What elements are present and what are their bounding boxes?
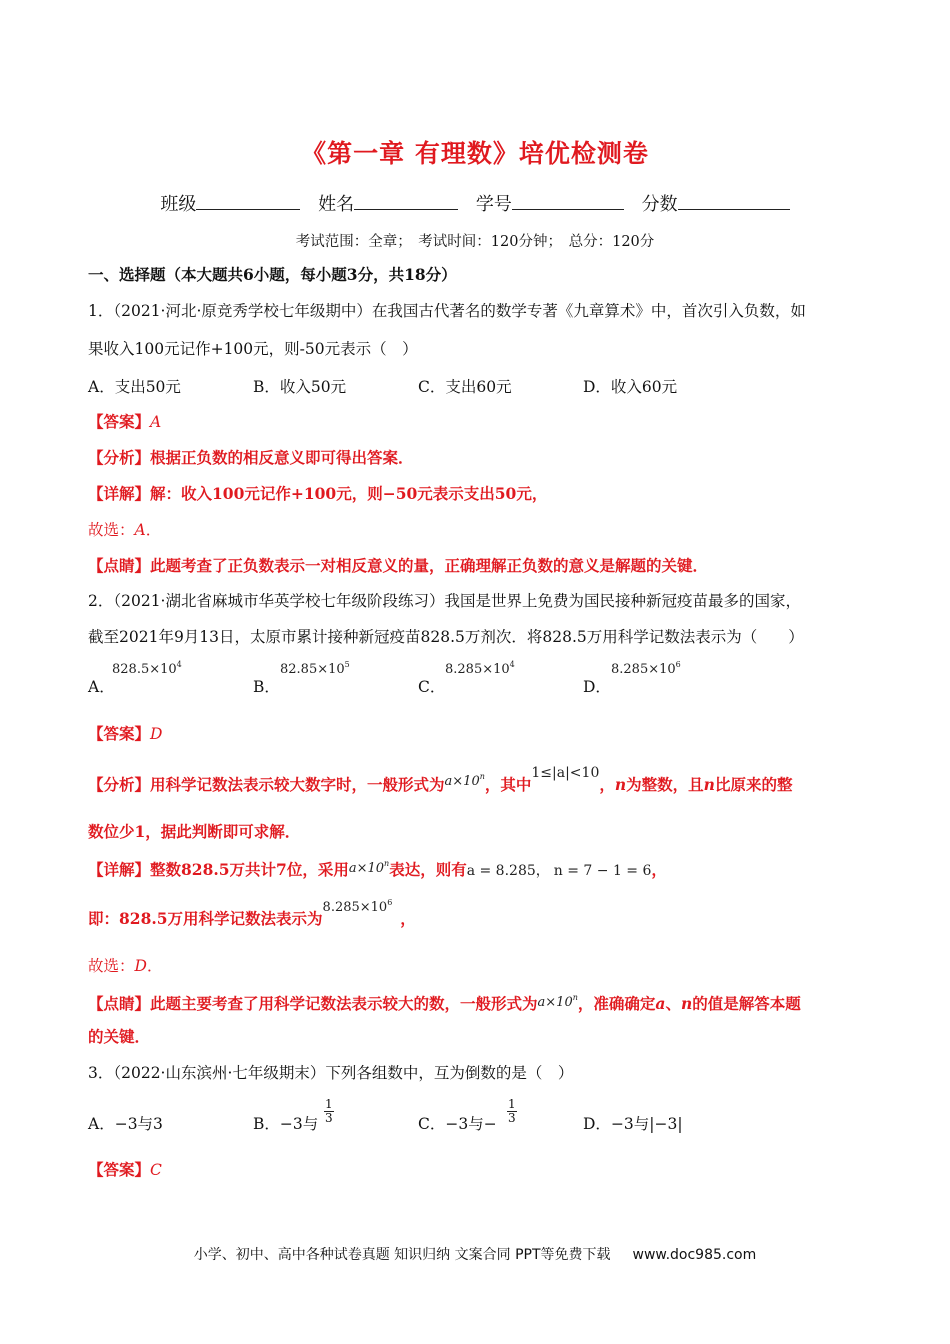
q2-option-d-math: $8.285\times 10^6$ [611,660,681,677]
page-title: 《第一章 有理数》培优检测卷 [301,139,649,168]
choose-suffix: ． [145,521,162,539]
n-value-math: n = 7 − 1 = 6 [553,863,652,879]
range-math: 1≤|a|<10 [531,765,600,781]
answer-value: C [150,1161,162,1179]
q1-analysis [88,447,414,469]
score-blank [678,193,790,210]
q1-option-c: C．支出60元 [418,378,512,396]
general-form-math: $a\times 10^n$ [348,859,390,876]
page-footer [0,1244,950,1264]
answer-value: D [150,725,163,743]
q2-option-c-label: C． [418,678,446,696]
q1-option-d: D．收入60元 [583,378,678,396]
q2-comment-line1: 【点睛】此题主要考查了用科学记数法表示较大的数，一般形式为$a\times 10^n$，准确确定a、n的值是解答本题 [88,993,801,1013]
q3-option-b-fraction: $\frac{1}{3}$ [325,1097,333,1125]
comment-tag: 【点睛】 [88,556,151,575]
score-field [642,190,790,216]
q2-option-a-math: $828.5\times 10^4$ [112,660,182,677]
detail-tag: 【详解】 [88,860,151,879]
q2-result: 即：828.5万用科学记数法表示为$^{8.285\times 10^6}$， [88,898,416,928]
choose-prefix: 故选： [88,957,135,975]
general-form-math: $a\times 10^n$ [537,993,578,1010]
q2-choose [88,955,162,977]
comment-text: 此题考查了正负数表示一对相反意义的量，正确理解正负数的意义是解题的关键． [150,556,709,575]
q1-stem-line1: 1．（2021·河北·原竞秀学校七年级期中）在我国古代著名的数学专著《九章算术》中，首次引入负数，如 [88,302,806,320]
q2-stem-line2: 截至2021年9月13日，太原市累计接种新冠疫苗828.5万剂次．将828.5万用科学记数法表示为（ ） [88,628,804,646]
class-label: 班级 [160,194,197,215]
q1-answer [88,411,161,433]
choose-value: A [134,521,146,539]
q3-option-c: C．−3与− [418,1115,497,1133]
q2-option-c-math: $8.285\times 10^4$ [445,660,515,677]
detail-tag: 【详解】 [88,484,151,503]
general-form-math: a×10n [444,772,485,789]
choose-value: D [134,957,147,975]
q2-option-b-label: B． [253,678,280,696]
class-field [160,190,300,216]
q2-detail: 【详解】整数828.5万共计7位，采用$a\times 10^n$表达，则有a = 8.285， n = 7 − 1 = 6， [88,859,667,879]
answer-tag: 【答案】 [88,724,151,743]
name-label: 姓名 [318,194,355,215]
q1-comment [88,555,708,577]
name-field [318,190,458,216]
analysis-tag: 【分析】 [88,775,151,794]
q3-answer [88,1159,162,1181]
analysis-text: 根据正负数的相反意义即可得出答案． [150,448,414,467]
a-value-math: a = 8.285 [466,863,536,879]
result-math: 8.285×106 [322,898,393,915]
comment-tag: 【点睛】 [88,994,151,1013]
q1-option-b: B．收入50元 [253,378,347,396]
q2-analysis-line1: 【分析】用科学记数法表示较大数字时，一般形式为$^{a\times 10^n}$，其中1≤|a|<10，n为整数，且n比原来的整 [88,765,793,794]
section-heading: 一、选择题（本大题共6小题，每小题3分，共18分） [88,265,457,284]
q2-answer [88,723,162,745]
q3-stem: 3．（2022·山东滨州·七年级期末）下列各组数中，互为倒数的是（ ） [88,1064,574,1082]
student-id-field [476,190,624,216]
footer-site-link[interactable]: www.doc985.com [632,1247,757,1263]
student-id-blank [512,193,624,210]
footer-text: 小学、初中、高中各种试卷真题 知识归纳 文案合同 PPT等免费下载 [193,1247,611,1263]
score-label: 分数 [641,194,678,215]
exam-meta: 考试范围：全章； 考试时间：120分钟； 总分：120分 [295,234,655,250]
answer-value: A [150,413,162,431]
analysis-tag: 【分析】 [88,448,151,467]
answer-tag: 【答案】 [88,412,151,431]
choose-prefix: 故选： [88,521,135,539]
detail-text: 解：收入100元记作+100元，则−50元表示支出50元， [150,484,548,503]
q1-detail [88,483,547,505]
q1-choose [88,519,161,541]
q2-analysis-line2: 数位少1，据此判断即可求解． [88,822,301,841]
q2-comment-line2: 的关键． [88,1027,151,1046]
q2-option-d-label: D． [583,678,611,696]
q2-option-a-label: A． [88,678,115,696]
student-info-line [0,190,950,216]
analysis-text: 用科学记数法表示较大数字时，一般形式为 [150,775,445,794]
q3-option-a: A．−3与3 [88,1115,163,1133]
q2-stem-line1: 2．（2021·湖北省麻城市华英学校七年级阶段练习）我国是世界上免费为国民接种新冠疫苗最多的国家， [88,592,801,610]
q3-option-c-fraction: $\frac{1}{3}$ [508,1097,516,1125]
q1-stem-line2: 果收入100元记作+100元，则-50元表示（ ） [88,340,418,358]
choose-suffix: ． [146,957,163,975]
q2-option-b-math: $82.85\times 10^5$ [280,660,350,677]
name-blank [354,193,458,210]
q3-option-d: D．−3与|−3| [583,1115,683,1133]
q1-option-a: A．支出50元 [88,378,181,396]
student-id-label: 学号 [475,194,512,215]
answer-tag: 【答案】 [88,1160,151,1179]
q3-option-b: B．−3与 [253,1115,319,1133]
class-blank [196,193,300,210]
